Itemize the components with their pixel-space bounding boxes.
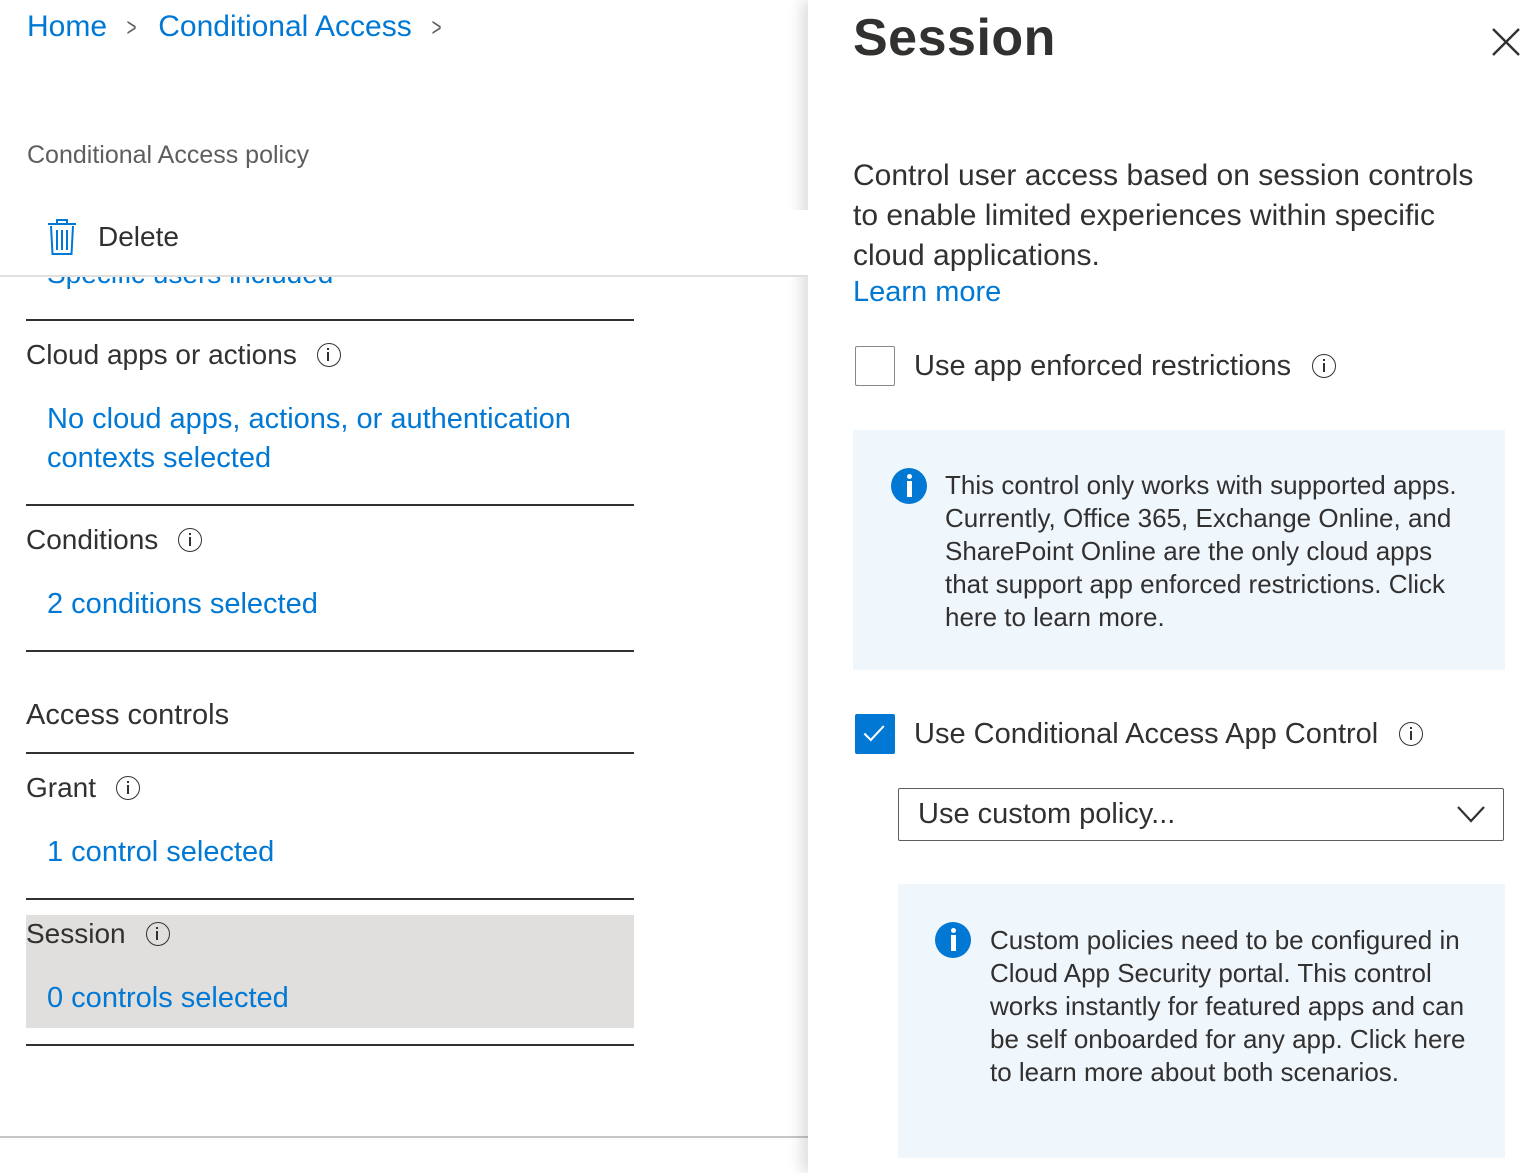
info-filled-icon (935, 922, 971, 958)
checkmark-icon (856, 715, 893, 752)
session-panel (808, 0, 1532, 1173)
grant-link[interactable]: 1 control selected (47, 836, 275, 868)
breadcrumb-home-link[interactable]: Home (27, 10, 108, 43)
conditions-link[interactable]: 2 conditions selected (47, 588, 318, 620)
breadcrumb (27, 10, 463, 44)
app-enforced-label: Use app enforced restrictions (914, 349, 1292, 382)
breadcrumb-conditional-access-link[interactable]: Conditional Access (158, 10, 412, 43)
footer-divider (0, 1136, 808, 1138)
delete-button[interactable] (46, 218, 179, 256)
policy-dropdown[interactable] (898, 788, 1504, 841)
chevron-right-icon: > (431, 11, 442, 42)
divider (26, 1044, 634, 1046)
cloud-apps-link[interactable]: No cloud apps, actions, or authentication contexts selected (47, 403, 571, 474)
app-enforced-info-text: This control only works with supported apps. Currently, Office 365, Exchange Online, and SharePoint Online are the only cloud apps that support app enforced restrictions. Click here to learn more. (945, 470, 1457, 632)
page-subtitle: Conditional Access policy (27, 141, 310, 169)
info-icon[interactable] (178, 528, 202, 552)
grant-title: Grant (26, 772, 97, 803)
app-enforced-row (855, 346, 1336, 386)
app-enforced-info-box[interactable] (853, 430, 1505, 670)
trash-icon (46, 218, 78, 256)
grant-section (26, 772, 634, 804)
ca-app-control-checkbox[interactable] (855, 714, 895, 754)
chevron-down-icon (1456, 804, 1486, 824)
app-enforced-checkbox[interactable] (855, 346, 895, 386)
conditions-section (26, 524, 634, 556)
custom-policy-info-text: Custom policies need to be configured in Cloud App Security portal. This control works instantly for featured apps and can be self onboarded for any app. Click here to learn more about both scenarios. (990, 925, 1466, 1087)
session-link[interactable]: 0 controls selected (47, 982, 289, 1014)
info-icon[interactable] (1312, 354, 1336, 378)
chevron-right-icon: > (126, 11, 137, 42)
learn-more-link[interactable]: Learn more (853, 276, 1002, 308)
cloud-apps-title: Cloud apps or actions (26, 339, 297, 370)
close-icon[interactable] (1490, 26, 1522, 58)
conditions-title: Conditions (26, 524, 159, 555)
command-bar (0, 210, 808, 277)
custom-policy-info-box[interactable] (898, 884, 1505, 1158)
info-icon[interactable] (146, 922, 170, 946)
info-icon[interactable] (317, 343, 341, 367)
ca-app-control-row (855, 714, 1423, 754)
panel-title: Session (853, 9, 1056, 67)
session-title: Session (26, 918, 126, 949)
cloud-apps-section (26, 339, 634, 371)
policy-dropdown-value: Use custom policy... (918, 798, 1176, 830)
info-filled-icon (891, 468, 927, 504)
session-section (26, 918, 634, 950)
access-controls-heading: Access controls (26, 699, 230, 731)
divider (26, 504, 634, 506)
divider (26, 752, 634, 754)
panel-description: Control user access based on session controls to enable limited experiences within specific cloud applications. (853, 159, 1474, 272)
divider (26, 650, 634, 652)
divider (26, 319, 634, 321)
info-icon[interactable] (116, 776, 140, 800)
divider (26, 898, 634, 900)
delete-label: Delete (98, 221, 179, 252)
ca-app-control-label: Use Conditional Access App Control (914, 717, 1379, 750)
info-icon[interactable] (1399, 722, 1423, 746)
